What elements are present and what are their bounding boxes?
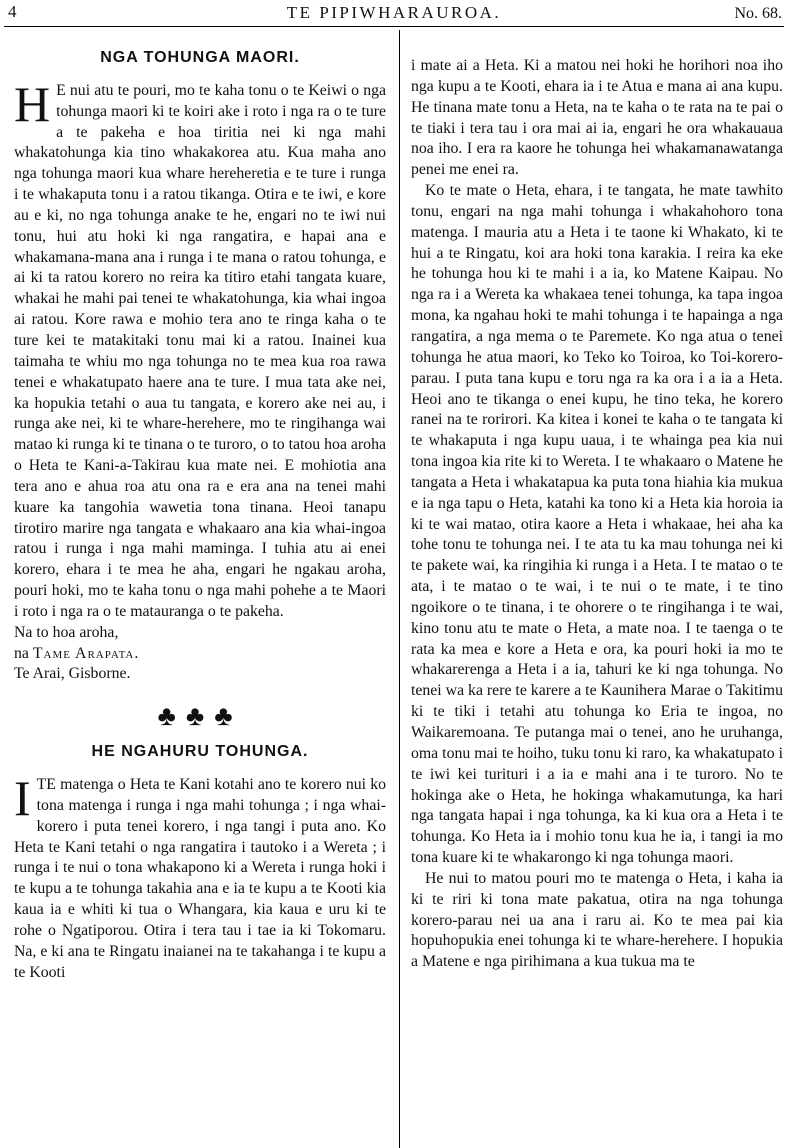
right-paragraph-1: i mate ai a Heta. Ki a matou nei hoki he horihori noa iho nga kupu a te Kooti, ehara ia i te Atua e mana ai ana kupu. He tinana mate tonu a Heta, na te kaha o te rata na te pai o te tiaki i tera tau i ora mai ai ia, engari he ora whakauaua noa iho. I era ra kaore he tohunga hei whakamanawatanga penei me enei ra. [411,57,783,179]
article2-text: te korero nui ko tona matenga i runga i nga mahi tohunga ; i nga whai-korero i puta tenei korero, i nga tangi i puta ano. Ko Heta te Kani tetahi o nga rangatira i tautoko i a Wereta ; i runga i te nui o tona whakapono ki a Wereta i runga hoki i te kupu a te tohunga takahia ana e ia te kupu a te Kooti kia kaua ia e whiti ki tua o Whangara, kia kaua e uru ki te rohe o Ngatiporou. Otira i tera tau i tae ia ki Tokomaru. Na, e ki ana te Ringatu inaianei na te takahanga i te kupu a te Kooti [14,776,386,981]
article1-title: NGA TOHUNGA MAORI. [100,49,300,66]
article1-location: Te Arai, Gisborne. [14,665,131,683]
right-column [411,56,783,973]
header-rule [4,26,784,27]
right-paragraph-3: He nui to matou pouri mo te matenga o Heta, i kaha ia ki te riri ki tona mate pakatua, otira na nga tohunga korero-parau nei ua ana i raru ai. Ko te mea pai kia hopuhopukia enei tohunga ki te whare-herehere. I hopukia a Matene e nga pirihimana a kua tukua ma te [411,869,783,971]
article1-first-line: E nui atu te pouri, mo te kaha tonu o te [56,81,305,99]
page-number: 4 [8,2,17,21]
signature-prefix: na [14,644,29,662]
article2-dropcap: I [14,770,31,826]
article1-body [14,75,387,623]
article2-first-line: TE matenga o Heta te Kani kotahi ano [36,776,281,793]
column-divider [399,30,400,1148]
newspaper-title: TE PIPIWHARAUROA. [286,3,502,22]
signature-name: Tame Arapata. [32,644,140,662]
article2-body [14,770,386,983]
article1-signature [14,644,386,665]
article2-title: HE NGAHURU TOHUNGA. [91,743,309,761]
issue-number: No. 68. [734,5,782,22]
left-column [14,36,386,983]
article1-closing: Na to hoa aroha, [14,623,119,641]
right-paragraph-2: Ko te mate o Heta, ehara, i te tangata, he mate tawhito tonu, engari na nga mahi tohunga i whakahohoro tona matenga. I mauria atu a Heta i te taone ki Whakato, ki te hui a te Ringatu, koi ara hoki tona karakia. I reira ka eke he tohunga hou ki te mahi i a ia, ko Matene Kaipau. No nga ra i a Wereta ka whakaea tenei tohunga, ka tapa ingoa mona, ka ngahau hoki te mahi tohunga i te hapainga a nga rangatira, a nga mema o te Paremete. Ko nga atua o tenei tohunga he atua maori, ko Teko ko Toiroa, ko Toi-korero-parau. I puta tana kupu e toru nga ra ka ora i a ia a Heta. Heoi ano te tikanga o enei kupu, he tino teka, he korero ranei na te rorirori. Ka kitea i konei te kaha o te tangata ki te whakaputa i nga kupu uaua, i te whainga pea kia nui tona ingoa kia rite ki to Wereta. I te whakaaro o Matene he tangata a Heta i whakatapua ka puta tona hiahia kia mukua e ia nga tapu o Heta, katahi ka tono ki a Heta kia horoia ia ki te wai matao, otira kaore a Heta i whakaae, hei aha ka tohe tonu te tohunga nei. I te ata tu ka mau tohunga nei ki te pakete wai, ka ringihia ki runga i a Heta. I te matao o te ata, i te matao o te wai, i te nui o te mate, i te tino ngoikore o te tinana, i te ohorere o te ringihanga i te wai, kino tonu atu te mate o Heta, a mate noa. I te taenga o te rata ka mea e kore a Heta e ora, ka pouri hoki ia mo te whakarerenga a Heta i a ia, tahuri ke ki nga tohunga. No tenei wa ka rere te karere a te Kaunihera Marae o Takitimu ki te tiki i tetahi atu tohunga ko Eria te ingoa, no Waikaremoana. Te putanga mai o tenei, ano he uruhanga, oma tonu mai te hoiho, tuku tonu ki raro, ka whakatupato i te iwi kei turituri i a ia e mahi ana i te turoro. No te hokinga ake o Heta, he hokinga whakamutunga, ka hari nga tangata hapai i nga tohunga, ka ki kua ora a Heta i te tohunga. Ko Heta ia i mohio tonu kua he ia, i tangi ia mo tona kuare ki te whakarongo ki nga tohunga maori. [411,182,783,867]
page-header [6,2,782,26]
shamrock-ornament-icon: ♣♣♣ [157,701,243,733]
article1-text: Keiwi o nga tohunga maori ki te koiri ake i roto i nga ra o te ture a te pakeha e hoa tiritia nei ki nga mahi whakatohunga kia tino whakakorea atu. Kua maha ano nga tohunga maori kua whare hereheretia e te ture i runga i te whakaputa tonu i a ratou tikanga. Otira e te iwi, e kore au e ki, no nga tohunga anake te he, engari no te iwi nui tonu, hui atu hoki ki nga rangatira, e hapai ana e whakamana-mana ana i runga i te mana o ratou tohunga, e ai ki ta ratou korero no reira ka titiro etahi tangata kuare, whakai he mahi pai tenei te whakatohunga, kia whai ingoa ai ratou. Kore rawa e mohio tera ano te ringa kaha o te ture kei te matakitaki tonu mai ki a ratou. Inainei kua taimaha te whiu mo nga tohunga no te mea kua roa rawa tenei e whakatupato haere ana te ture. I mua tata ake nei, ka hopukia tetahi o aua tu tangata, e korero ake nei au, i runga ake nei, ki te whare-herehere, mo te ringihanga wai matao ki runga ki te tinana o te turoro, o to tatou hoa aroha o Heta te Kani-a-Takirau kua mate nei. E mohiotia ana tera ano e ahua roa atu ona ra e era ana na tenei mahi kuare ka tangohia wawetia tona tinana. Heoi tanapu tirotiro marire nga tangata e whakaaro ana kia whai-ingoa ratou i runga i nga mahi maminga. I tuhia atu ai enei korero, ehara i te mea he aha, engari he ngakau aroha, pouri hoki, mo te kaha tonu o nga mahi pohehe a te Maori i roto i nga ra o te matauranga o te pakeha. [14,81,387,620]
article1-dropcap: H [14,75,51,132]
